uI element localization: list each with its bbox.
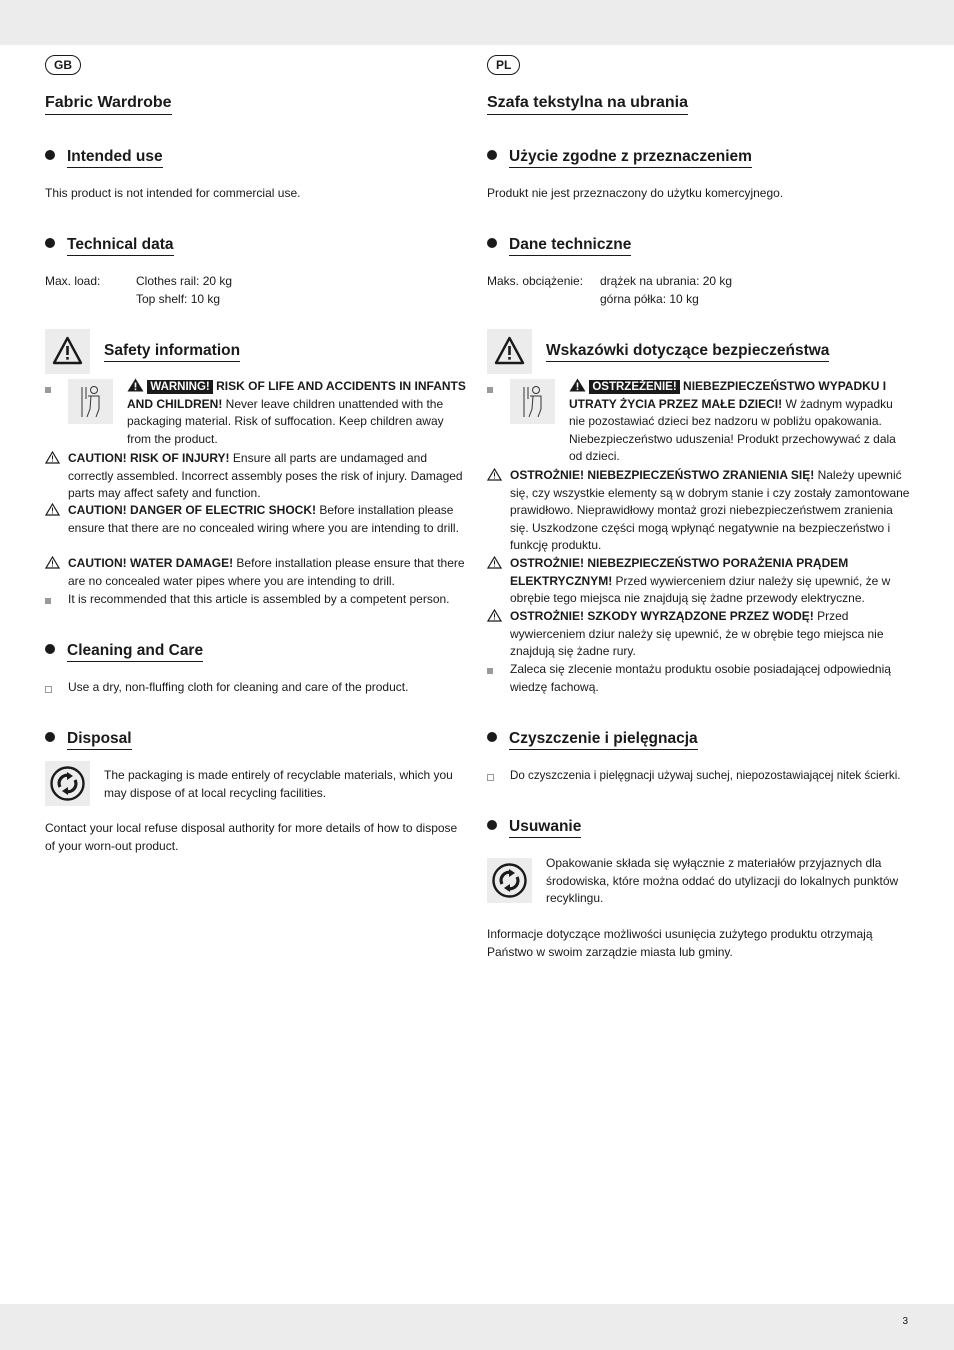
warning-triangle-icon [569, 378, 586, 392]
section-heading-safety: Wskazówki dotyczące bezpieczeństwa [546, 342, 829, 360]
section-heading-technical-data: Technical data [45, 236, 174, 254]
safety-item-assembly: Zaleca się zlecenie montażu produktu osobie posiadającej odpowiednią wiedzę fachową. [510, 662, 891, 694]
warning-label: OSTRZEŻENIE! [589, 380, 679, 394]
safety-item-water: CAUTION! WATER DAMAGE! Before installation please ensure that there are no concealed water pipes where you are intending to drill. [68, 556, 465, 588]
caution-triangle-icon [45, 556, 60, 569]
disposal-packaging-text: The packaging is made entirely of recyclable materials, which you may dispose of at local recycling facilities. [104, 768, 453, 800]
safety-item-children: OSTRZEŻENIE! NIEBEZPIECZEŃSTWO WYPADKU I UTRATY ŻYCIA PRZEZ MAŁE DZIECI! W żadnym wypadku nie pozostawiać dzieci bez nadzoru w pobliżu opakowania. Niebezpieczeństwo uduszenia! Produkt przechowywać z dala od dzieci. [569, 379, 896, 464]
tech-value-rail: drążek na ubrania: 20 kg [600, 274, 733, 288]
safety-warning-icon [45, 329, 90, 374]
safety-item-electric: OSTROŻNIE! NIEBEZPIECZEŃSTWO PORAŻENIA PRĄDEM ELEKTRYCZNYM! Przed wywierceniem dziur należy się upewnić, że w obrębie tego miejsca nie znajdują się żadne przewody elektryczne. [510, 556, 891, 606]
intended-use-text: Produkt nie jest przeznaczony do użytku komercyjnego. [487, 186, 784, 200]
recycling-icon [487, 858, 532, 903]
section-heading-intended-use: Użycie zgodne z przeznaczeniem [487, 148, 752, 166]
bullet-dot-icon [45, 644, 55, 654]
bullet-empty-square-icon [487, 774, 494, 781]
safety-item-assembly: It is recommended that this article is assembled by a competent person. [68, 592, 450, 606]
section-heading-disposal: Usuwanie [487, 818, 581, 836]
bullet-dot-icon [487, 238, 497, 248]
safety-item-electric: CAUTION! DANGER OF ELECTRIC SHOCK! Before installation please ensure that there are no concealed wiring where you are intending to drill. [68, 503, 459, 535]
page-number: 3 [902, 1316, 908, 1327]
tech-value-shelf: górna półka: 10 kg [600, 291, 699, 306]
caution-triangle-icon [487, 609, 502, 622]
language-badge: GB [45, 55, 81, 75]
bullet-dot-icon [487, 150, 497, 160]
tech-label: Max. load: [45, 274, 101, 288]
recycling-icon [45, 761, 90, 806]
language-badge: PL [487, 55, 520, 75]
safety-item-injury: CAUTION! RISK OF INJURY! Ensure all parts are undamaged and correctly assembled. Incorrect assembly poses the risk of injury. Damaged parts may affect safety and function. [68, 451, 463, 501]
footer-band [0, 1304, 954, 1350]
cleaning-text: Do czyszczenia i pielęgnacji używaj suchej, niepozostawiającej nitek ścierki. [510, 769, 901, 782]
tech-value-shelf: Top shelf: 10 kg [136, 291, 221, 306]
safety-warning-icon [487, 329, 532, 374]
bullet-empty-square-icon [45, 686, 52, 693]
caution-triangle-icon [487, 468, 502, 481]
section-heading-technical-data: Dane techniczne [487, 236, 631, 254]
caution-triangle-icon [45, 451, 60, 464]
bullet-dot-icon [45, 238, 55, 248]
bullet-dot-icon [45, 150, 55, 160]
disposal-packaging-text: Opakowanie składa się wyłącznie z materiałów przyjaznych dla środowiska, które można oddać do utylizacji do lokalnych punktów recyklingu. [546, 856, 899, 906]
warning-label: WARNING! [147, 380, 212, 394]
tech-label: Maks. obciążenie: [487, 274, 584, 288]
warning-triangle-icon [127, 378, 144, 392]
safety-item-injury: OSTROŻNIE! NIEBEZPIECZEŃSTWO ZRANIENIA SIĘ! Należy upewnić się, czy wszystkie elementy są w dobrym stanie i czy zostały zamontowane prawidłowo. Nieprawidłowy montaż grozi niebezpieczeństwem zranienia się. Uszkodzone części mogą wpłynąć negatywnie na bezpieczeństwo i funkcję produktu. [510, 468, 910, 553]
bullet-dot-icon [487, 820, 497, 830]
section-heading-safety: Safety information [104, 342, 240, 360]
section-heading-cleaning: Czyszczenie i pielęgnacja [487, 730, 698, 748]
section-heading-cleaning: Cleaning and Care [45, 642, 203, 660]
section-heading-intended-use: Intended use [45, 148, 163, 166]
disposal-authority-text: Contact your local refuse disposal authority for more details of how to dispose of your worn-out product. [45, 821, 458, 853]
bullet-dot-icon [487, 732, 497, 742]
caution-triangle-icon [45, 503, 60, 516]
disposal-authority-text: Informacje dotyczące możliwości usunięcia zużytego produktu otrzymają Państwo w swoim zarządzie miasta lub gminy. [487, 927, 873, 959]
caution-triangle-icon [487, 556, 502, 569]
bullet-square-icon [45, 598, 51, 604]
cleaning-text: Use a dry, non-fluffing cloth for cleaning and care of the product. [68, 680, 409, 694]
intended-use-text: This product is not intended for commercial use. [45, 186, 301, 200]
safety-item-children: WARNING! RISK OF LIFE AND ACCIDENTS IN INFANTS AND CHILDREN! Never leave children unattended with the packaging material. Risk of suffocation. Keep children away from the product. [127, 379, 466, 446]
tech-value-rail: Clothes rail: 20 kg [136, 274, 233, 288]
section-heading-disposal: Disposal [45, 730, 132, 748]
bullet-dot-icon [45, 732, 55, 742]
page-title: Szafa tekstylna na ubrania [487, 94, 688, 115]
safety-item-water: OSTROŻNIE! SZKODY WYRZĄDZONE PRZEZ WODĘ! Przed wywierceniem dziur należy się upewnić, że w obrębie tego miejsca nie znajdują się żadne rury. [510, 609, 884, 659]
page-title: Fabric Wardrobe [45, 94, 172, 115]
header-band [0, 0, 954, 45]
bullet-square-icon [487, 387, 493, 393]
bullet-square-icon [487, 668, 493, 674]
bullet-square-icon [45, 387, 51, 393]
